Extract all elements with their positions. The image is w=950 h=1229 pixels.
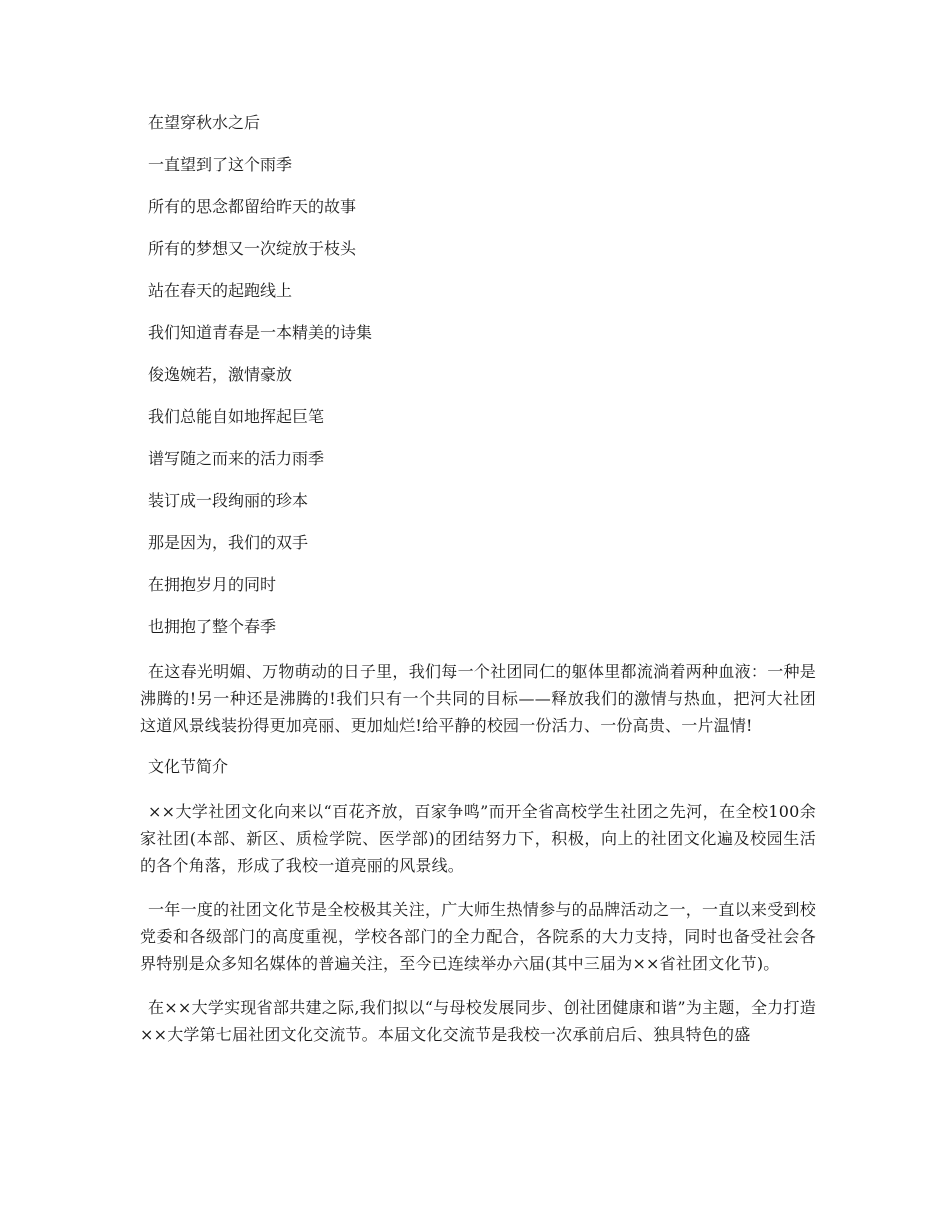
verse-line: 我们知道青春是一本精美的诗集: [148, 323, 373, 342]
verse-line: 所有的梦想又一次绽放于枝头: [148, 239, 357, 258]
verse-line: 谱写随之而来的活力雨季: [148, 449, 325, 468]
body-paragraph: 在××大学实现省部共建之际,我们拟以“与母校发展同步、创社团健康和谐”为主题，全力打造××大学第七届社团文化交流节。本届文化交流节是我校一次承前启后、独具特色的盛: [140, 998, 816, 1044]
verse-line: 一直望到了这个雨季: [148, 155, 293, 174]
body-paragraph: 一年一度的社团文化节是全校极其关注，广大师生热情参与的品牌活动之一，一直以来受到校党委和各级部门的高度重视，学校各部门的全力配合，各院系的大力支持，同时也备受社会各界特别是众多知名媒体的普遍关注，至今已连续举办六届(其中三届为××省社团文化节)。: [140, 900, 816, 973]
verse-line: 在拥抱岁月的同时: [148, 575, 277, 594]
verse-line: 俊逸婉若，激情豪放: [148, 365, 293, 384]
verse-line: 在望穿秋水之后: [148, 113, 261, 132]
verse-line: 装订成一段绚丽的珍本: [148, 491, 309, 510]
intro-paragraph: 在这春光明媚、万物萌动的日子里，我们每一个社团同仁的躯体里都流淌着两种血液：一种是沸腾的!另一种还是沸腾的!我们只有一个共同的目标——释放我们的激情与热血，把河大社团这道风景线装扮得更加亮丽、更加灿烂!给平静的校园一份活力、一份高贵、一片温情!: [140, 662, 816, 735]
verse-line: 所有的思念都留给昨天的故事: [148, 197, 357, 216]
verse-line: 那是因为，我们的双手: [148, 533, 309, 552]
verse-line: 也拥抱了整个春季: [148, 617, 277, 636]
verse-line: 我们总能自如地挥起巨笔: [148, 407, 325, 426]
document-body: [140, 112, 816, 1065]
body-paragraph: ××大学社团文化向来以“百花齐放，百家争鸣”而开全省高校学生社团之先河，在全校100余家社团(本部、新区、质检学院、医学部)的团结努力下，积极，向上的社团文化遍及校园生活的各个角落，形成了我校一道亮丽的风景线。: [140, 802, 816, 875]
section-heading: 文化节简介: [148, 757, 229, 776]
verse-line: 站在春天的起跑线上: [148, 281, 293, 300]
